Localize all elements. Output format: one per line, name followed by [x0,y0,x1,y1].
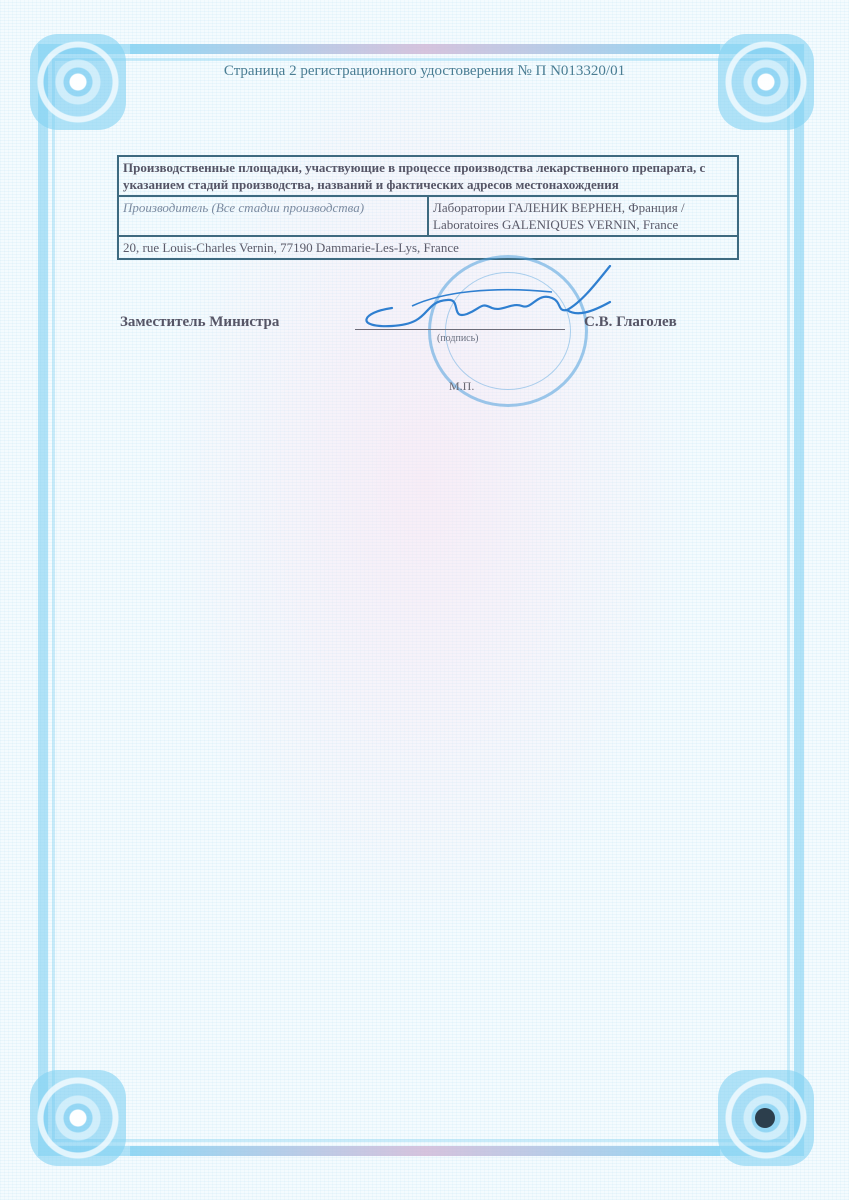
signature-icon [352,262,612,334]
rosette-icon [718,34,814,130]
signature-caption: (подпись) [437,333,479,344]
site-address: 20, rue Louis-Charles Vernin, 77190 Dammarie-Les-Lys, France [118,236,738,259]
seal-label: М.П. [449,379,475,393]
punch-hole-icon [755,1108,775,1128]
rosette-icon [30,1070,126,1166]
table-row [118,196,738,236]
signature-line [355,329,565,330]
rosette-icon [30,34,126,130]
site-role: Производитель (Все стадии производства) [118,196,428,236]
signer-position: Заместитель Министра [120,314,280,330]
site-name: Лаборатории ГАЛЕНИК ВЕРНЕН, Франция / Laboratoires GALENIQUES VERNIN, France [428,196,738,236]
page-header: Страница 2 регистрационного удостоверения № П N013320/01 [223,63,626,79]
table-title: Производственные площадки, участвующие в процессе производства лекарственного препарата, с указанием стадий производства, названий и фактических адресов местонахождения [118,156,738,196]
top-border-band [130,44,720,54]
bottom-border-band [130,1146,720,1156]
production-sites-table [117,155,739,260]
signer-name: С.В. Глаголев [584,314,677,330]
